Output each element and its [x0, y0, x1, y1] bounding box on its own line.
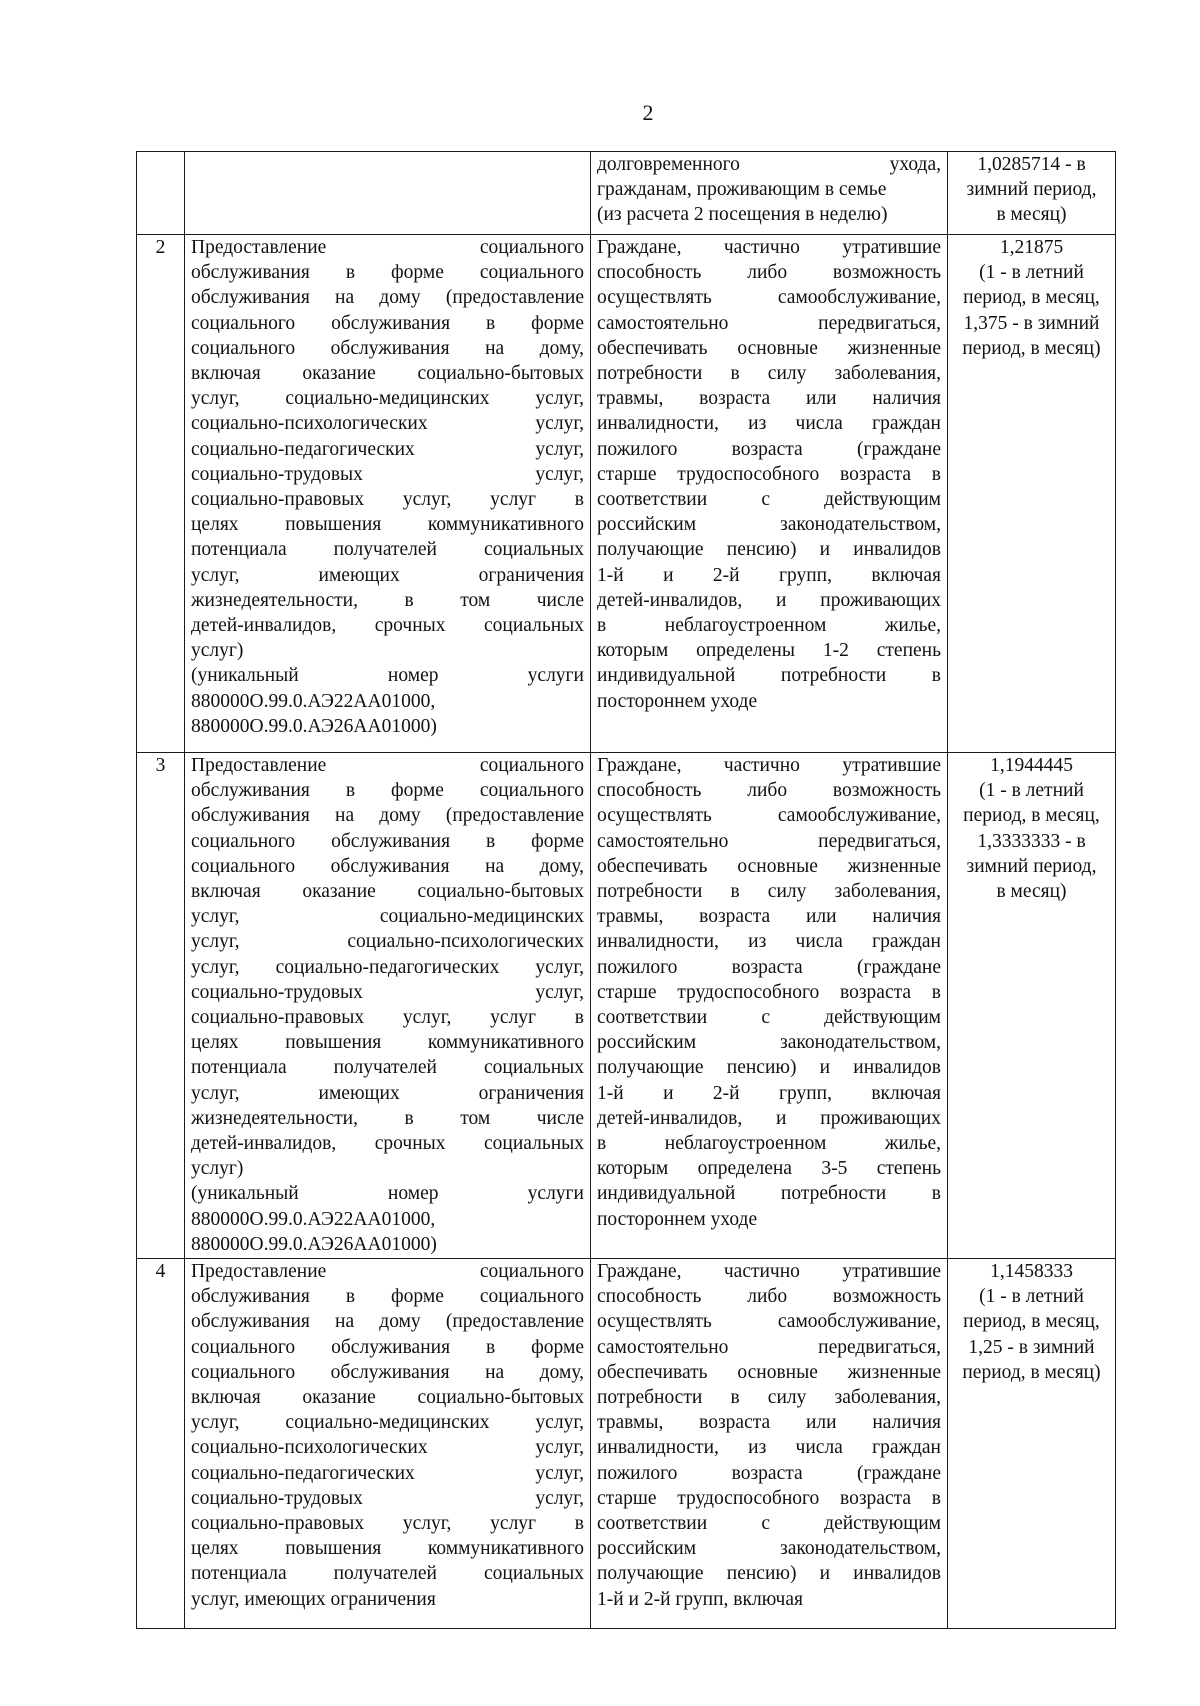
coefficient-cell: [948, 1259, 1116, 1629]
service-name-line: социального обслуживания в форме: [191, 830, 584, 852]
coefficient-line: в месяц): [996, 881, 1067, 903]
table-row: [137, 1259, 1116, 1629]
recipients-line: долговременного ухода,: [597, 154, 941, 175]
recipients-line: 1-й и 2-й групп, включая: [597, 1588, 803, 1610]
recipients-line: пожилого возраста (граждане: [597, 438, 941, 460]
recipients-line: инвалидности, из числа граждан: [597, 931, 941, 953]
recipients-line: осуществлять самообслуживание,: [597, 805, 941, 827]
service-name-line: потенциала получателей социальных: [191, 1563, 584, 1585]
table-row: [137, 235, 1116, 753]
coefficient-line: 1,1458333: [990, 1261, 1073, 1282]
service-name-line: Предоставление социального: [191, 1261, 584, 1282]
recipients-line: детей-инвалидов, и проживающих: [597, 589, 941, 611]
recipients-line: травмы, возраста или наличия: [597, 388, 941, 410]
coefficient-line: 1,25 - в зимний: [968, 1336, 1095, 1358]
recipients-line: 1-й и 2-й групп, включая: [597, 1082, 941, 1104]
service-name-line: социального обслуживания на дому,: [191, 1361, 584, 1383]
service-name-line: социально-трудовых услуг,: [191, 463, 584, 485]
table-row: [137, 753, 1116, 1259]
coefficient-line: 1,375 - в зимний: [963, 312, 1100, 334]
coefficient-line: в месяц): [996, 204, 1067, 226]
recipients-line: индивидуальной потребности в: [597, 1183, 941, 1205]
coefficient-line: 1,0285714 - в: [977, 154, 1086, 175]
recipients-line: индивидуальной потребности в: [597, 665, 941, 687]
recipients-line: самостоятельно передвигаться,: [597, 1336, 941, 1358]
service-name-cell: [185, 753, 591, 1259]
recipients-line: обеспечивать основные жизненные: [597, 1361, 941, 1383]
coefficient-line: период, в месяц,: [963, 287, 1100, 309]
service-name-line: социально-правовых услуг, услуг в: [191, 1007, 584, 1029]
coefficient-line: (1 - в летний: [979, 780, 1084, 802]
service-name-cell: [185, 235, 591, 753]
service-name-line: 880000О.99.0.АЭ26АА01000): [191, 715, 437, 737]
recipients-line: постороннем уходе: [597, 690, 758, 712]
recipients-cell: [591, 1259, 948, 1629]
coefficient-line: период, в месяц,: [963, 1311, 1100, 1333]
service-name-line: услуг, имеющих ограничения: [191, 1588, 436, 1610]
coefficient-line: зимний период,: [966, 855, 1097, 877]
coefficient-line: (1 - в летний: [979, 262, 1084, 284]
recipients-line: (из расчета 2 посещения в неделю): [597, 204, 888, 226]
service-name-line: 880000О.99.0.АЭ22АА01000,: [191, 690, 436, 712]
recipients-line: пожилого возраста (граждане: [597, 1462, 941, 1484]
service-name-line: социально-трудовых услуг,: [191, 981, 584, 1003]
recipients-line: российским законодательством,: [597, 1032, 941, 1054]
service-name-line: услуг): [191, 640, 244, 662]
recipients-line: способность либо возможность: [597, 1286, 941, 1308]
recipients-line: постороннем уходе: [597, 1208, 758, 1230]
service-name-line: услуг, социально-медицинских услуг,: [191, 388, 584, 410]
recipients-cell: [591, 152, 948, 235]
recipients-line: гражданам, проживающим в семье: [597, 179, 887, 201]
services-table: [136, 151, 1116, 1629]
recipients-line: потребности в силу заболевания,: [597, 363, 941, 385]
recipients-line: осуществлять самообслуживание,: [597, 1311, 941, 1333]
recipients-line: способность либо возможность: [597, 262, 941, 284]
recipients-line: в неблагоустроенном жилье,: [597, 615, 941, 637]
recipients-line: способность либо возможность: [597, 780, 941, 802]
row-number-cell: [137, 235, 185, 753]
service-name-line: социального обслуживания в форме: [191, 1336, 584, 1358]
service-name-line: социального обслуживания в форме: [191, 312, 584, 334]
service-name-line: обслуживания в форме социального: [191, 780, 584, 802]
service-name-line: социально-правовых услуг, услуг в: [191, 1513, 584, 1535]
service-name-line: обслуживания в форме социального: [191, 262, 584, 284]
row-number-cell: [137, 753, 185, 1259]
coefficient-line: (1 - в летний: [979, 1286, 1084, 1308]
service-name-line: услуг): [191, 1158, 244, 1180]
service-name-line: социально-педагогических услуг,: [191, 1462, 584, 1484]
service-name-line: обслуживания в форме социального: [191, 1286, 584, 1308]
service-name-line: (уникальный номер услуги: [191, 1183, 584, 1205]
service-name-line: обслуживания на дому (предоставление: [191, 805, 584, 827]
recipients-line: старше трудоспособного возраста в: [597, 981, 941, 1003]
coefficient-line: 1,21875: [999, 237, 1064, 258]
service-name-line: включая оказание социально-бытовых: [191, 881, 584, 903]
recipients-line: российским законодательством,: [597, 514, 941, 536]
recipients-line: Граждане, частично утратившие: [597, 755, 941, 776]
page-number: 2: [642, 100, 654, 125]
coefficient-line: зимний период,: [966, 179, 1097, 201]
recipients-line: которым определены 1-2 степень: [597, 640, 941, 662]
recipients-line: старше трудоспособного возраста в: [597, 463, 941, 485]
recipients-line: Граждане, частично утратившие: [597, 1261, 941, 1282]
service-name-line: целях повышения коммуникативного: [191, 514, 584, 536]
recipients-line: получающие пенсию) и инвалидов: [597, 1563, 941, 1585]
row-number: 2: [155, 237, 166, 258]
service-name-line: обслуживания на дому (предоставление: [191, 287, 584, 309]
row-number-cell: [137, 152, 185, 235]
service-name-line: жизнедеятельности, в том числе: [191, 589, 584, 611]
service-name-line: (уникальный номер услуги: [191, 665, 584, 687]
service-name-line: обслуживания на дому (предоставление: [191, 1311, 584, 1333]
row-number: 4: [155, 1261, 166, 1282]
recipients-line: Граждане, частично утратившие: [597, 237, 941, 258]
coefficient-line: 1,3333333 - в: [977, 830, 1086, 852]
service-name-line: услуг, социально-медицинских услуг,: [191, 1412, 584, 1434]
coefficient-line: период, в месяц,: [963, 805, 1100, 827]
service-name-line: Предоставление социального: [191, 755, 584, 776]
service-name-line: потенциала получателей социальных: [191, 1057, 584, 1079]
recipients-line: 1-й и 2-й групп, включая: [597, 564, 941, 586]
recipients-line: инвалидности, из числа граждан: [597, 413, 941, 435]
recipients-line: инвалидности, из числа граждан: [597, 1437, 941, 1459]
recipients-line: соответствии с действующим: [597, 1513, 941, 1535]
recipients-line: самостоятельно передвигаться,: [597, 830, 941, 852]
recipients-line: обеспечивать основные жизненные: [597, 337, 941, 359]
services-table-body: [137, 152, 1116, 1629]
recipients-line: травмы, возраста или наличия: [597, 906, 941, 928]
service-name-line: 880000О.99.0.АЭ26АА01000): [191, 1233, 437, 1255]
coefficient-cell: [948, 235, 1116, 753]
service-name-line: социального обслуживания на дому,: [191, 337, 584, 359]
recipients-line: получающие пенсию) и инвалидов: [597, 539, 941, 561]
service-name-cell: [185, 1259, 591, 1629]
service-name-line: социально-педагогических услуг,: [191, 438, 584, 460]
recipients-line: соответствии с действующим: [597, 1007, 941, 1029]
service-name-line: услуг, социально-медицинских: [191, 906, 584, 928]
recipients-line: детей-инвалидов, и проживающих: [597, 1107, 941, 1129]
service-name-line: детей-инвалидов, срочных социальных: [191, 615, 584, 637]
recipients-line: в неблагоустроенном жилье,: [597, 1133, 941, 1155]
recipients-line: российским законодательством,: [597, 1538, 941, 1560]
recipients-line: обеспечивать основные жизненные: [597, 855, 941, 877]
recipients-line: получающие пенсию) и инвалидов: [597, 1057, 941, 1079]
recipients-line: самостоятельно передвигаться,: [597, 312, 941, 334]
service-name-cell: [185, 152, 591, 235]
service-name-line: включая оказание социально-бытовых: [191, 363, 584, 385]
table-row: [137, 152, 1116, 235]
coefficient-line: период, в месяц): [962, 337, 1101, 359]
service-name-line: жизнедеятельности, в том числе: [191, 1107, 584, 1129]
recipients-line: старше трудоспособного возраста в: [597, 1487, 941, 1509]
recipients-line: соответствии с действующим: [597, 489, 941, 511]
service-name-line: целях повышения коммуникативного: [191, 1538, 584, 1560]
row-number-cell: [137, 1259, 185, 1629]
service-name-line: услуг, имеющих ограничения: [191, 1082, 584, 1104]
coefficient-line: 1,1944445: [990, 755, 1073, 776]
coefficient-line: период, в месяц): [962, 1361, 1101, 1383]
service-name-line: социально-трудовых услуг,: [191, 1487, 584, 1509]
recipients-line: потребности в силу заболевания,: [597, 1387, 941, 1409]
service-name-line: социального обслуживания на дому,: [191, 855, 584, 877]
service-name-line: социально-психологических услуг,: [191, 1437, 584, 1459]
service-name-line: 880000О.99.0.АЭ22АА01000,: [191, 1208, 436, 1230]
service-name-line: услуг, социально-психологических: [191, 931, 584, 953]
service-name-line: социально-психологических услуг,: [191, 413, 584, 435]
recipients-line: осуществлять самообслуживание,: [597, 287, 941, 309]
service-name-line: услуг, социально-педагогических услуг,: [191, 956, 584, 978]
coefficient-cell: [948, 753, 1116, 1259]
recipients-line: потребности в силу заболевания,: [597, 881, 941, 903]
recipients-line: пожилого возраста (граждане: [597, 956, 941, 978]
service-name-line: детей-инвалидов, срочных социальных: [191, 1133, 584, 1155]
recipients-line: травмы, возраста или наличия: [597, 1412, 941, 1434]
service-name-line: потенциала получателей социальных: [191, 539, 584, 561]
service-name-line: включая оказание социально-бытовых: [191, 1387, 584, 1409]
recipients-cell: [591, 753, 948, 1259]
service-name-line: Предоставление социального: [191, 237, 584, 258]
service-name-line: услуг, имеющих ограничения: [191, 564, 584, 586]
row-number: 3: [155, 755, 166, 776]
service-name-line: целях повышения коммуникативного: [191, 1032, 584, 1054]
recipients-line: которым определена 3-5 степень: [597, 1158, 941, 1180]
coefficient-cell: [948, 152, 1116, 235]
recipients-cell: [591, 235, 948, 753]
service-name-line: социально-правовых услуг, услуг в: [191, 489, 584, 511]
